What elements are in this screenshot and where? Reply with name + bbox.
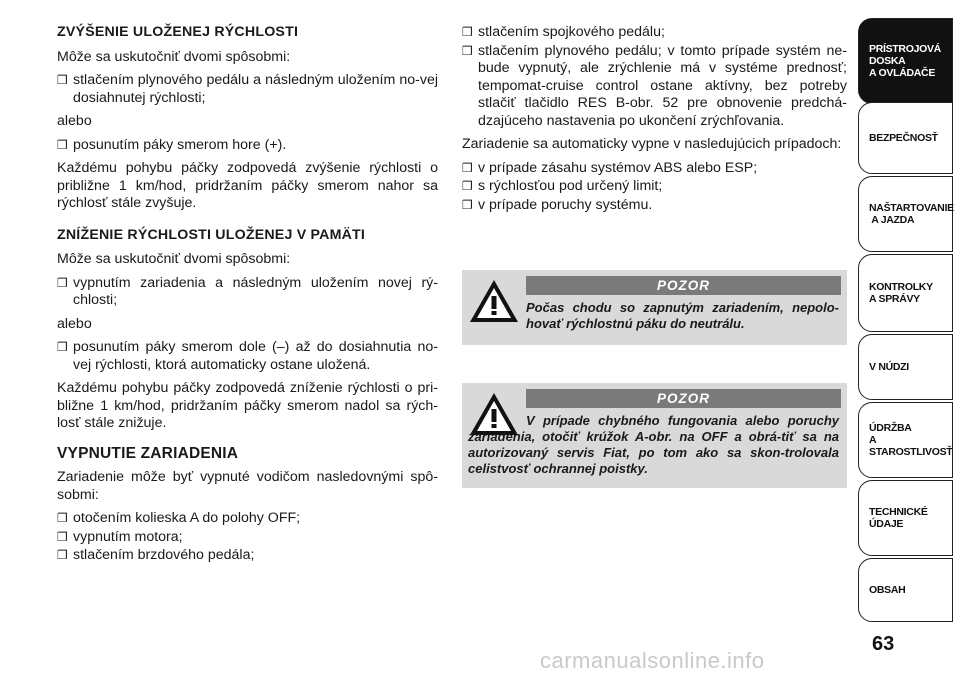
warning-text: V prípade chybného fungovania alebo poruchy zariadenia, otočiť krúžok A-obr. na OFF a obrá-tiť sa na autorizovaný servis Fiat, po tom ako sa skon-trolovala celistvosť ochrannej poistky. bbox=[468, 413, 839, 476]
warning-text: Počas chodu so zapnutým zariadením, nepolo-hovať rýchlostnú páku do neutrálu. bbox=[526, 300, 839, 331]
paragraph: Zariadenie môže byť vypnuté vodičom nasledovnými spô-sobmi: bbox=[57, 469, 438, 503]
warning-box bbox=[462, 383, 847, 488]
checkbox-bullet-icon: ❒ bbox=[57, 73, 68, 87]
tab-kontrolky[interactable]: KONTROLKY A SPRÁVY bbox=[858, 254, 953, 332]
heading-turn-off: VYPNUTIE ZARIADENIA bbox=[57, 444, 239, 462]
paragraph: Zariadenie sa automaticky vypne v nasledujúcich prípadoch: bbox=[462, 136, 842, 152]
warning-title: POZOR bbox=[526, 276, 841, 295]
list-item: ❒ v prípade poruchy systému. bbox=[462, 196, 653, 213]
paragraph-alebo: alebo bbox=[57, 315, 92, 332]
checkbox-bullet-icon: ❒ bbox=[462, 160, 473, 175]
tab-technicke-udaje[interactable]: TECHNICKÉ ÚDAJE bbox=[858, 480, 953, 556]
left-column bbox=[57, 24, 438, 571]
bullet-list bbox=[462, 160, 847, 215]
checkbox-bullet-icon: ❒ bbox=[57, 548, 68, 562]
list-item: ❒ s rýchlosťou pod určený limit; bbox=[462, 178, 663, 194]
paragraph: Môže sa uskutočniť dvomi spôsobmi: bbox=[57, 251, 291, 267]
heading-decrease-speed: ZNÍŽENIE RÝCHLOSTI ULOŽENEJ V PAMÄTI bbox=[57, 226, 366, 243]
bullet-list bbox=[57, 275, 438, 310]
checkbox-bullet-icon: ❒ bbox=[57, 137, 68, 152]
checkbox-bullet-icon: ❒ bbox=[462, 25, 473, 39]
tab-udrzba[interactable]: ÚDRŽBA A STAROSTLIVOSŤ bbox=[858, 402, 953, 478]
checkbox-bullet-icon: ❒ bbox=[462, 179, 473, 193]
list-item: ❒ stlačením plynového pedálu; v tomto prípade systém ne-bude vypnutý, ale zrýchlenie má v systéme prednosť; tempomat-cruise control ostane aktívny, bez potreby stlačiť tlačidlo RES B-obr. 52 pre obnovenie predchá-dzajúceho nastavenia po ukončení zrýchľovania. bbox=[462, 42, 847, 129]
paragraph: Môže sa uskutočniť dvomi spôsobmi: bbox=[57, 48, 291, 65]
list-item: ❒ posunutím páky smerom hore (+). bbox=[57, 136, 287, 153]
checkbox-bullet-icon: ❒ bbox=[462, 43, 473, 58]
bullet-list bbox=[57, 137, 438, 155]
bullet-list bbox=[462, 24, 847, 130]
heading-increase-speed: ZVÝŠENIE ULOŽENEJ RÝCHLOSTI bbox=[57, 24, 299, 40]
checkbox-bullet-icon: ❒ bbox=[57, 275, 68, 290]
checkbox-bullet-icon: ❒ bbox=[57, 511, 68, 525]
checkbox-bullet-icon: ❒ bbox=[57, 529, 68, 544]
page-number: 63 bbox=[872, 633, 895, 655]
bullet-list bbox=[57, 510, 438, 565]
warning-triangle-icon bbox=[468, 278, 520, 324]
list-item: ❒ v prípade zásahu systémov ABS alebo ESP; bbox=[462, 159, 758, 176]
paragraph: Každému pohybu páčky zodpovedá zvýšenie rýchlosti o približne 1 km/hod, pridržaním páčky smerom nahor sa rýchlosť stále zvyšuje. bbox=[57, 160, 438, 211]
checkbox-bullet-icon: ❒ bbox=[462, 197, 473, 212]
warning-box bbox=[462, 270, 847, 345]
watermark: carmanualsonline.info bbox=[540, 648, 765, 673]
list-item: ❒ stlačením spojkového pedálu; bbox=[462, 24, 665, 40]
tab-bezpecnost[interactable]: BEZPEČNOSŤ bbox=[858, 102, 953, 174]
chapter-tabs bbox=[858, 0, 960, 677]
list-item: ❒ vypnutím zariadenia a následným uložením novej rý-chlosti; bbox=[57, 274, 438, 308]
tab-obsah[interactable]: OBSAH bbox=[858, 558, 953, 622]
tab-pristrojova-doska[interactable]: PRÍSTROJOVÁ DOSKA A OVLÁDAČE bbox=[858, 18, 953, 104]
warning-title: POZOR bbox=[526, 389, 841, 408]
list-item: ❒ posunutím páky smerom dole (–) až do dosiahnutia no-vej rýchlosti, ktorá automaticky ostane uložená. bbox=[57, 339, 438, 373]
paragraph: Každému pohybu páčky zodpovedá zníženie rýchlosti o pri-bližne 1 km/hod, pridržaním páčky smerom nadol sa rých-losť stále znižuje. bbox=[57, 380, 438, 431]
bullet-list bbox=[57, 339, 438, 374]
paragraph-alebo: alebo bbox=[57, 113, 92, 129]
list-item: ❒ otočením kolieska A do polohy OFF; bbox=[57, 510, 301, 526]
list-item: ❒ stlačením plynového pedálu a následným uložením no-vej dosiahnutej rýchlosti; bbox=[57, 72, 438, 106]
list-item: ❒ vypnutím motora; bbox=[57, 528, 183, 545]
tab-nastartovanie[interactable]: NAŠTARTOVANIE A JAZDA bbox=[858, 176, 953, 252]
middle-column bbox=[462, 24, 847, 220]
checkbox-bullet-icon: ❒ bbox=[57, 340, 68, 354]
bullet-list bbox=[57, 72, 438, 107]
tab-v-nudzi[interactable]: V NÚDZI bbox=[858, 334, 953, 400]
list-item: ❒ stlačením brzdového pedála; bbox=[57, 547, 255, 563]
